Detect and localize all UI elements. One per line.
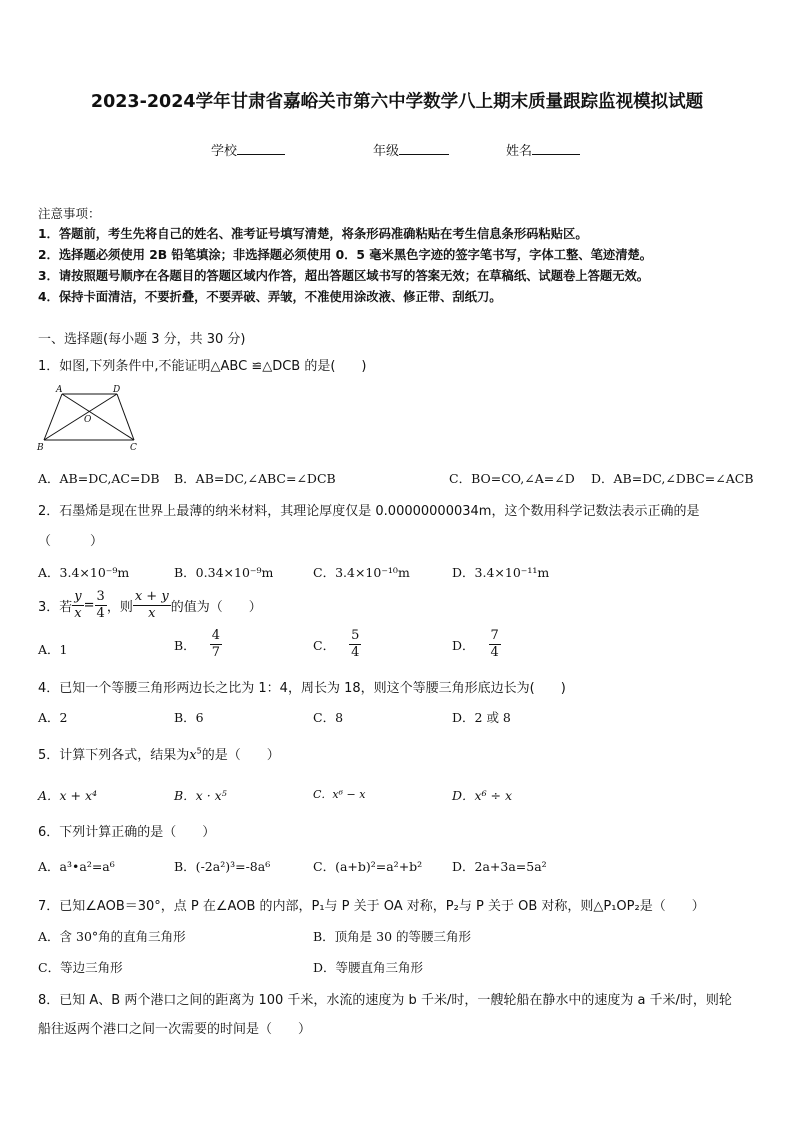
q7-option-d: D．等腰直角三角形 — [313, 960, 424, 975]
fraction-y-over-x: $\frac{y}{x}$ — [74, 589, 82, 621]
q5-option-a: A．x + x⁴ — [38, 788, 98, 803]
q4-option-b: B．6 — [174, 710, 204, 725]
fraction-4-over-7: $\frac{4}{7}$ — [211, 628, 220, 660]
fraction-5-over-4: $\frac{5}{4}$ — [351, 628, 360, 660]
q6-option-a: A．a³•a²=a⁶ — [38, 859, 115, 874]
q5-option-c: C．x⁶ − x — [313, 788, 366, 801]
school-label: 学校 — [211, 144, 238, 159]
question-1-stem: 1．如图,下列条件中,不能证明△ABC ≌△DCB 的是( ) — [38, 359, 367, 374]
question-8-line-1: 8．已知 A、B 两个港口之间的距离为 100 千米，水流的速度为 b 千米/时，一艘轮船在静水中的速度为 a 千米/时，则轮 — [38, 993, 732, 1008]
trapezoid-figure — [34, 384, 144, 454]
q3-post: 的值为（ ） — [170, 600, 262, 615]
q4-option-c: C．8 — [313, 710, 344, 725]
name-label: 姓名 — [506, 144, 533, 159]
q2-option-d: D．3.4×10⁻¹¹m — [452, 565, 550, 580]
question-2-stem: 2．石墨烯是现在世界上最薄的纳米材料，其理论厚度仅是 0.00000000034m，这个数用科学记数法表示正确的是 — [38, 504, 700, 519]
q3-mid: ，则 — [106, 600, 133, 615]
name-field — [506, 140, 580, 159]
q7-option-c: C．等边三角形 — [38, 960, 123, 975]
q6-option-b: B．(-2a²)³=-8a⁶ — [174, 859, 271, 874]
label-b: B — [37, 443, 44, 453]
question-5-stem: 5．计算下列各式，结果为$x^5$的是（ ） — [38, 746, 280, 763]
q4-option-d: D．2 或 8 — [452, 710, 511, 725]
page-title: 2023-2024学年甘肃省嘉峪关市第六中学数学八上期末质量跟踪监视模拟试题 — [90, 92, 704, 112]
q5-option-b: B．x · x⁵ — [174, 788, 227, 803]
q3-option-c: C． $\frac{5}{4}$ — [313, 628, 360, 660]
q1-option-b: B．AB=DC,∠ABC=∠DCB — [174, 471, 336, 486]
exponent: 5 — [196, 746, 202, 756]
q3-eq: = — [83, 598, 95, 613]
x-symbol: x — [189, 748, 197, 763]
q3-option-b: B． $\frac{4}{7}$ — [174, 628, 220, 660]
q7-option-a: A．含 30°角的直角三角形 — [38, 929, 186, 944]
notes-heading: 注意事项： — [38, 206, 101, 221]
note-item: 2．选择题必须使用 2B 铅笔填涂；非选择题必须使用 0．5 毫米黑色字迹的签字笔书写，字体工整、笔迹清楚。 — [38, 248, 653, 262]
note-item: 4．保持卡面清洁，不要折叠，不要弄破、弄皱，不准使用涂改液、修正带、刮纸刀。 — [38, 290, 502, 304]
grade-label: 年级 — [373, 144, 400, 159]
fraction-3-over-4: $\frac{3}{4}$ — [96, 589, 105, 621]
question-2-paren: （ ） — [38, 534, 104, 549]
grade-field — [373, 140, 449, 159]
school-blank — [237, 142, 285, 155]
school-field — [211, 140, 285, 159]
label-d: D — [113, 385, 121, 395]
question-4-stem: 4．已知一个等腰三角形两边长之比为 1：4，周长为 18，则这个等腰三角形底边长为( ) — [38, 681, 566, 696]
q3-option-d: D． $\frac{7}{4}$ — [452, 628, 499, 660]
question-6-stem: 6．下列计算正确的是（ ） — [38, 825, 216, 840]
q7-option-b: B．顶角是 30 的等腰三角形 — [313, 929, 472, 944]
q1-option-d: D．AB=DC,∠DBC=∠ACB — [591, 471, 754, 486]
q3-option-a: A．1 — [38, 642, 68, 657]
q4-option-a: A．2 — [38, 710, 68, 725]
note-item: 1．答题前，考生先将自己的姓名、准考证号填写清楚，将条形码准确粘贴在考生信息条形码粘贴区。 — [38, 227, 588, 241]
q2-option-a: A．3.4×10⁻⁹m — [38, 565, 130, 580]
q6-option-c: C．(a+b)²=a²+b² — [313, 859, 423, 874]
grade-blank — [399, 142, 449, 155]
q2-option-b: B．0.34×10⁻⁹m — [174, 565, 274, 580]
note-item: 3．请按照题号顺序在各题目的答题区域内作答，超出答题区域书写的答案无效；在草稿纸、试题卷上答题无效。 — [38, 269, 650, 283]
q1-option-a: A．AB=DC,AC=DB — [38, 471, 160, 486]
question-8-line-2: 船往返两个港口之间一次需要的时间是（ ） — [38, 1022, 312, 1037]
fraction-7-over-4: $\frac{7}{4}$ — [490, 628, 499, 660]
label-a: A — [56, 385, 63, 395]
q2-option-c: C．3.4×10⁻¹⁰m — [313, 565, 410, 580]
section-heading: 一、选择题(每小题 3 分，共 30 分) — [38, 332, 246, 347]
q5-option-d: D．x⁶ ÷ x — [452, 788, 513, 803]
question-3-stem — [38, 589, 262, 622]
label-o: O — [84, 415, 92, 425]
q1-option-c: C．BO=CO,∠A=∠D — [449, 471, 575, 486]
q6-option-d: D．2a+3a=5a² — [452, 859, 547, 874]
label-c: C — [130, 443, 137, 453]
question-7-stem: 7．已知∠AOB＝30°，点 P 在∠AOB 的内部，P₁与 P 关于 OA 对称，P₂与 P 关于 OB 对称，则△P₁OP₂是（ ） — [38, 899, 705, 914]
fraction-x-plus-y-over-x: $\frac{x + y}{x}$ — [134, 589, 169, 621]
q3-pre: 3．若 — [38, 600, 73, 615]
name-blank — [532, 142, 580, 155]
